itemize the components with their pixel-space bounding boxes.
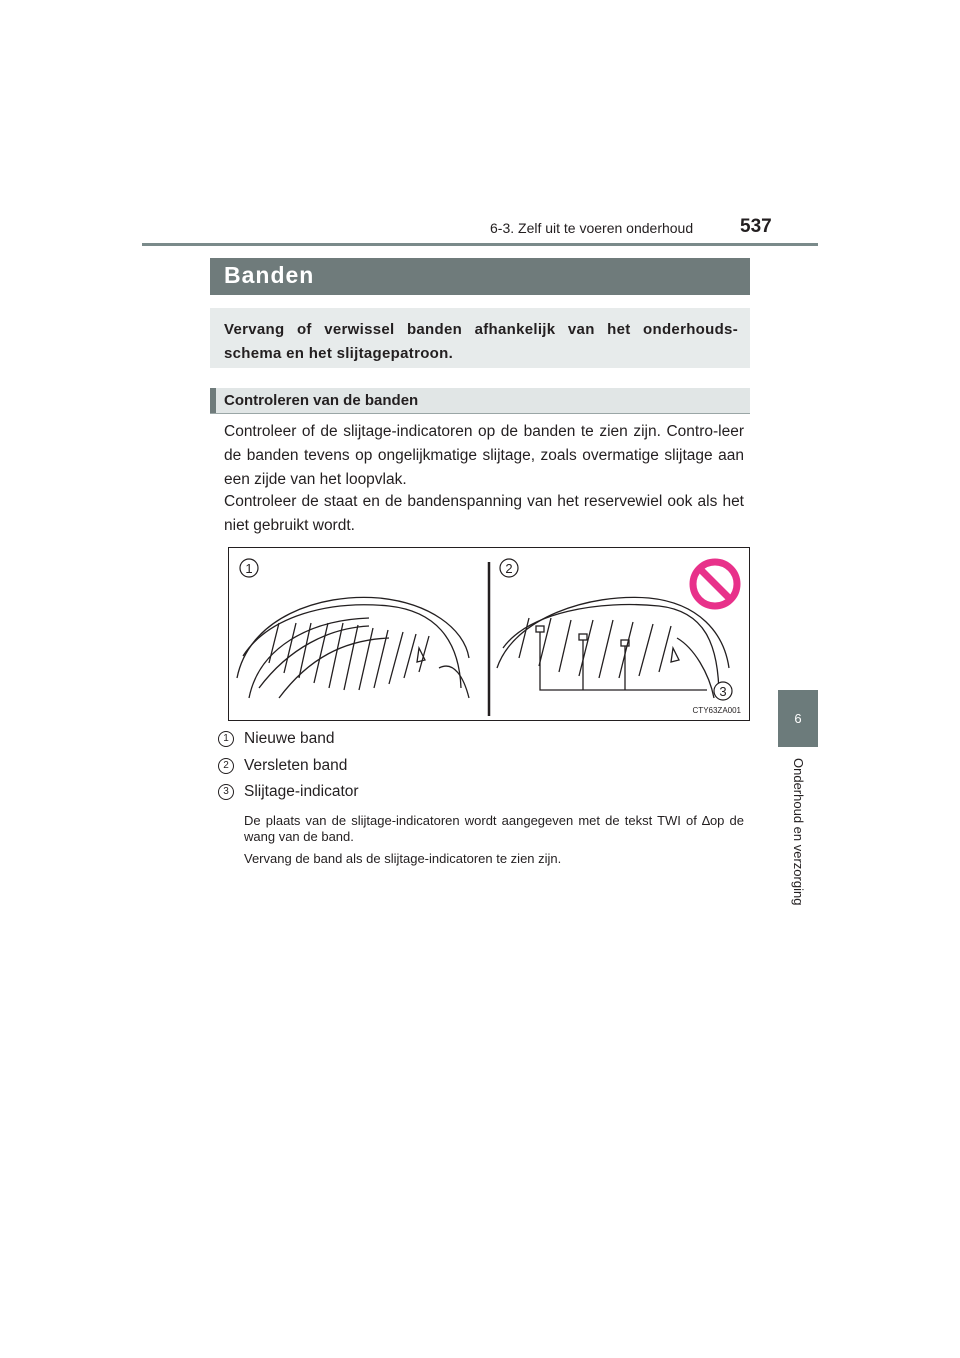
intro-box xyxy=(210,308,750,368)
legend-item-3 xyxy=(218,783,359,801)
legend-num-1: 1 xyxy=(218,731,234,747)
legend-num-3: 3 xyxy=(218,784,234,800)
subheading-bar xyxy=(210,388,750,414)
legend-label-3: Slijtage-indicator xyxy=(244,783,359,800)
legend-label-2: Versleten band xyxy=(244,757,348,774)
legend-item-1 xyxy=(218,730,334,748)
subheading-accent xyxy=(210,388,216,413)
figure-code: CTY63ZA001 xyxy=(692,706,741,715)
callout-1: 1 xyxy=(245,561,253,576)
note-2: Vervang de band als de slijtage-indicatoren te zien zijn. xyxy=(244,851,562,866)
section-title: Banden xyxy=(224,262,315,288)
callout-2: 2 xyxy=(505,561,513,576)
subheading: Controleren van de banden xyxy=(224,392,419,409)
paragraph-1: Controleer of de slijtage-indicatoren op de banden te zien zijn. Contro-leer de banden tevens op ongelijkmatige slijtage, zoals overmatige slijtage aan een zijde van het loopvlak. xyxy=(224,423,744,488)
header-rule xyxy=(142,243,818,246)
new-tire-drawing xyxy=(237,597,469,698)
paragraph-2: Controleer de staat en de bandenspanning van het reservewiel ook als het niet gebruikt wordt. xyxy=(224,493,744,534)
legend-label-1: Nieuwe band xyxy=(244,730,335,747)
callout-3: 3 xyxy=(719,684,727,699)
section-title-bar xyxy=(210,258,750,295)
header-section-title: 6-3. Zelf uit te voeren onderhoud xyxy=(490,220,694,236)
page-number: 537 xyxy=(740,216,772,237)
worn-tire-drawing xyxy=(497,597,729,698)
tire-illustration xyxy=(229,548,749,720)
chapter-title-text: Onderhoud en verzorging xyxy=(791,758,806,906)
intro-text: Vervang of verwissel banden afhankelijk van het onderhouds-schema en het slijtagepatroon. xyxy=(224,321,738,362)
legend-num-2: 2 xyxy=(218,758,234,774)
prohibited-icon xyxy=(693,562,737,606)
chapter-title xyxy=(784,758,812,928)
chapter-tab: 6 xyxy=(778,690,818,747)
legend-item-2 xyxy=(218,757,347,775)
tire-wear-figure xyxy=(228,547,750,721)
note-1: De plaats van de slijtage-indicatoren wordt aangegeven met de tekst TWI of ∆op de wang van de band. xyxy=(244,813,744,844)
